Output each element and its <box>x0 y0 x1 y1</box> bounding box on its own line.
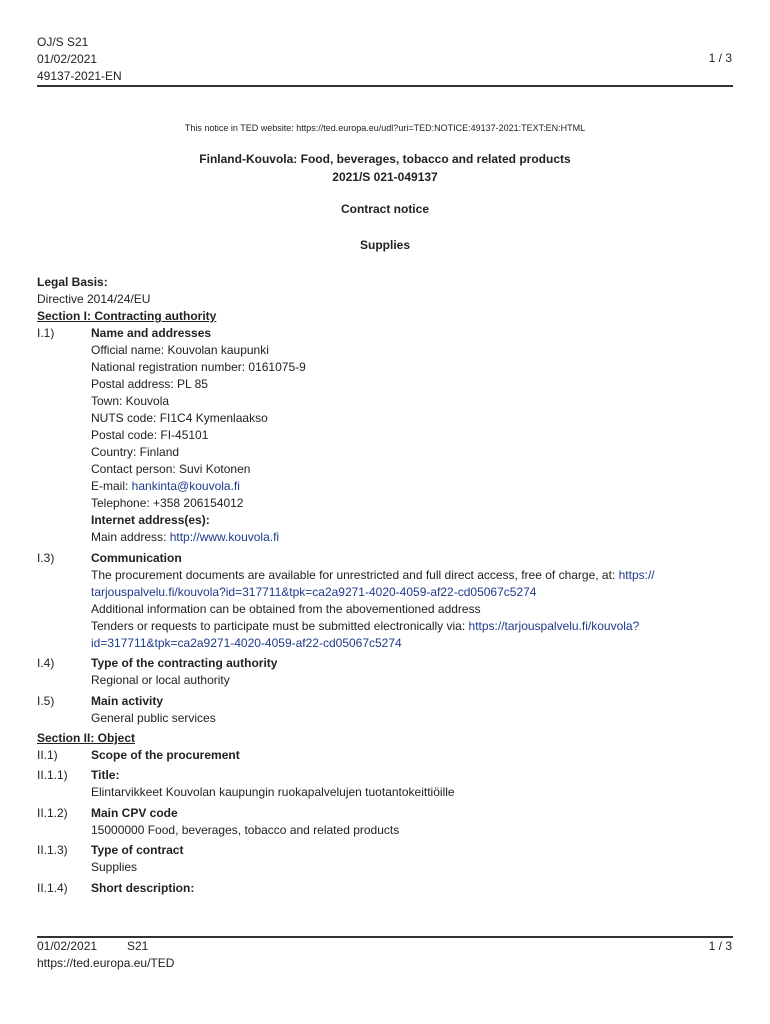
notice-number: 2021/S 021-049137 <box>332 170 438 184</box>
official-name: Official name: Kouvolan kaupunki <box>91 343 269 357</box>
contact-person: Contact person: Suvi Kotonen <box>91 462 251 476</box>
telephone: Telephone: +358 206154012 <box>91 496 244 510</box>
ted-website-notice: This notice in TED website: https://ted.europa.eu/udl?uri=TED:NOTICE:49137-2021:TEXT:EN:HTML <box>184 123 586 133</box>
footer-page-number: 1 / 3 <box>708 939 732 953</box>
contract-kind: Supplies <box>359 238 410 252</box>
main-address-link[interactable]: http://www.kouvola.fi <box>169 530 280 544</box>
ii12-number: II.1.2) <box>37 806 68 820</box>
ii1-title: Scope of the procurement <box>91 748 240 762</box>
tenders-link-part2[interactable]: id=317711&tpk=ca2a9271-4020-4059-af22-cd05067c5274 <box>91 636 402 650</box>
procurement-docs-text: The procurement documents are available for unrestricted and full direct access, free of charge, at: <box>91 568 619 582</box>
tenders-text: Tenders or requests to participate must be submitted electronically via: <box>91 619 469 633</box>
postal-code: Postal code: FI-45101 <box>91 428 209 442</box>
internet-addresses-title: Internet address(es): <box>91 513 210 527</box>
ii14-number: II.1.4) <box>37 881 68 895</box>
legal-basis-value: Directive 2014/24/EU <box>37 292 151 306</box>
notice-title: Finland-Kouvola: Food, beverages, tobacco and related products <box>199 152 571 166</box>
tenders-row <box>91 618 639 635</box>
procurement-docs-link-part1[interactable]: https:// <box>618 568 655 582</box>
footer-url: https://ted.europa.eu/TED <box>37 956 175 970</box>
registration-number: National registration number: 0161075-9 <box>91 360 306 374</box>
section-1-heading: Section I: Contracting authority <box>37 309 217 323</box>
i15-value: General public services <box>91 711 216 725</box>
email-row <box>91 478 240 495</box>
header-page-number: 1 / 3 <box>708 51 732 65</box>
ii11-title: Title: <box>91 768 120 782</box>
i13-title: Communication <box>91 551 182 565</box>
i14-value: Regional or local authority <box>91 673 230 687</box>
ii12-value: 15000000 Food, beverages, tobacco and related products <box>91 823 400 837</box>
header-date: 01/02/2021 <box>37 52 98 66</box>
tenders-link-row <box>91 635 402 652</box>
legal-basis-label: Legal Basis: <box>37 275 108 289</box>
ii13-value: Supplies <box>91 860 138 874</box>
header-meta <box>37 34 122 85</box>
email-link[interactable]: hankinta@kouvola.fi <box>131 479 240 493</box>
ii13-number: II.1.3) <box>37 843 68 857</box>
nuts-code: NUTS code: FI1C4 Kymenlaakso <box>91 411 268 425</box>
ii1-number: II.1) <box>37 748 58 762</box>
procurement-docs-row <box>91 567 655 584</box>
town: Town: Kouvola <box>91 394 170 408</box>
i15-number: I.5) <box>37 694 55 708</box>
i11-number: I.1) <box>37 326 55 340</box>
i14-title: Type of the contracting authority <box>91 656 278 670</box>
ii14-title: Short description: <box>91 881 195 895</box>
footer-series: S21 <box>127 939 149 953</box>
ii12-title: Main CPV code <box>91 806 178 820</box>
main-address-label: Main address: <box>91 530 170 544</box>
i13-number: I.3) <box>37 551 55 565</box>
procurement-docs-link-row <box>91 584 536 601</box>
main-address-row <box>91 529 279 546</box>
header-oj: OJ/S S21 <box>37 35 89 49</box>
i11-title: Name and addresses <box>91 326 212 340</box>
notice-type: Contract notice <box>340 202 429 216</box>
i14-number: I.4) <box>37 656 55 670</box>
ii11-value: Elintarvikkeet Kouvolan kaupungin ruokapalvelujen tuotantokeittiöille <box>91 785 455 799</box>
additional-info: Additional information can be obtained from the abovementioned address <box>91 602 481 616</box>
header-ref: 49137-2021-EN <box>37 69 122 83</box>
section-2-heading: Section II: Object <box>37 731 136 745</box>
i15-title: Main activity <box>91 694 164 708</box>
header-rule <box>37 85 733 87</box>
ii11-number: II.1.1) <box>37 768 68 782</box>
ii13-title: Type of contract <box>91 843 184 857</box>
footer-date: 01/02/2021 <box>37 939 98 953</box>
postal-address: Postal address: PL 85 <box>91 377 208 391</box>
country: Country: Finland <box>91 445 180 459</box>
tenders-link-part1[interactable]: https://tarjouspalvelu.fi/kouvola? <box>468 619 640 633</box>
email-label: E-mail: <box>91 479 132 493</box>
procurement-docs-link-part2[interactable]: tarjouspalvelu.fi/kouvola?id=317711&tpk=ca2a9271-4020-4059-af22-cd05067c5274 <box>91 585 537 599</box>
